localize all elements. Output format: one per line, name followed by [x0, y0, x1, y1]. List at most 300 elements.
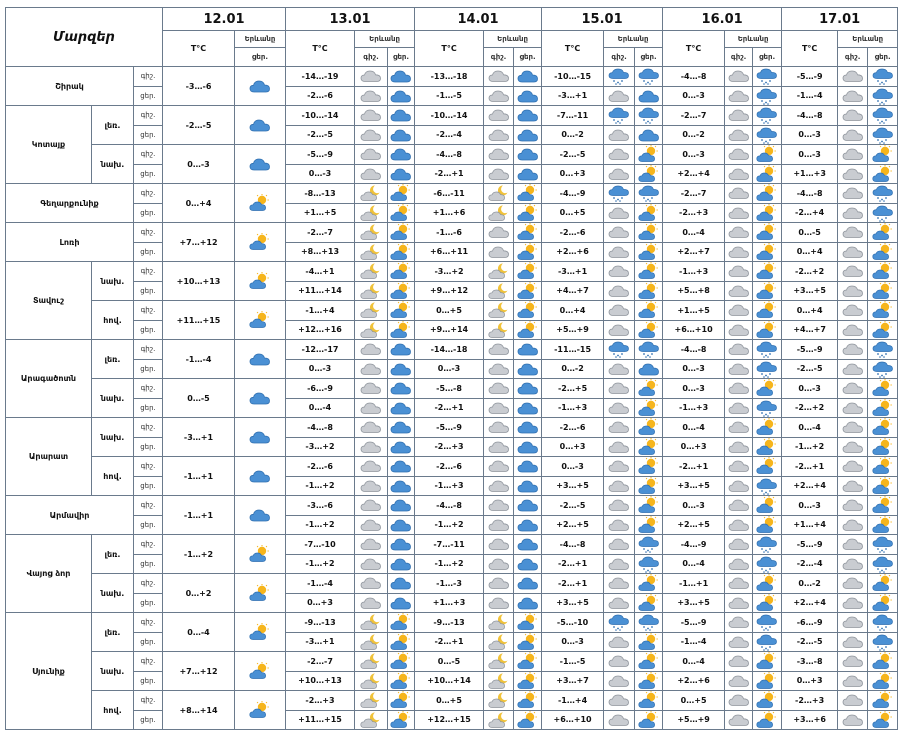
date-header: 13.01: [286, 8, 415, 31]
weather-icon-cell: [484, 554, 514, 574]
grey-cloud-icon: [360, 127, 382, 143]
weather-icon-cell: [604, 476, 635, 496]
weather-icon-cell: [604, 593, 635, 613]
weather-icon-cell: [838, 67, 868, 87]
weather-icon-cell: [388, 691, 415, 711]
temperature-range: -3…+2: [415, 262, 484, 282]
grey-cloud-icon: [488, 458, 510, 474]
weather-icon-cell: [514, 320, 542, 340]
weather-icon-cell: [753, 203, 782, 223]
temperature-range: +10…+14: [415, 671, 484, 691]
weather-icon-cell: [868, 710, 898, 730]
sun-cloud-icon: [390, 652, 412, 670]
sun-cloud-icon: [390, 711, 412, 729]
moon-cloud-icon: [360, 262, 382, 280]
weather-icon-cell: [484, 515, 514, 535]
time-of-day-label: գիշ.: [134, 301, 163, 321]
time-of-day-label: գիշ.: [134, 223, 163, 243]
temperature-range: 0…+3: [782, 671, 838, 691]
yerevan-column-header: Երևանը: [355, 31, 415, 48]
temperature-range: 0…-3: [163, 145, 235, 184]
grey-cloud-icon: [608, 478, 630, 494]
sun-cloud-icon: [517, 321, 539, 339]
sun-cloud-icon: [756, 204, 778, 222]
sun-cloud-icon: [638, 711, 660, 729]
moon-cloud-icon: [360, 613, 382, 631]
weather-icon-cell: [514, 359, 542, 379]
weather-icon-cell: [868, 574, 898, 594]
snow-icon: [756, 67, 778, 85]
region-name: Արարատ: [6, 418, 92, 496]
moon-cloud-icon: [488, 691, 510, 709]
weather-icon-cell: [838, 593, 868, 613]
temperature-range: -2…+1: [542, 554, 604, 574]
temperature-range: -2…+3: [782, 691, 838, 711]
temperature-range: 0…-3: [663, 496, 725, 516]
grey-cloud-icon: [728, 419, 750, 435]
date-header: 17.01: [782, 8, 898, 31]
weather-icon-cell: [355, 496, 388, 516]
grey-cloud-icon: [608, 634, 630, 650]
weather-icon-cell: [753, 593, 782, 613]
weather-icon-cell: [725, 184, 753, 204]
weather-icon-cell: [725, 242, 753, 262]
weather-icon-cell: [514, 593, 542, 613]
grey-cloud-icon: [360, 478, 382, 494]
snow-icon: [872, 555, 894, 573]
night-subheader: գիշ.: [725, 48, 753, 67]
sun-cloud-icon: [390, 301, 412, 319]
temperature-range: +6…+11: [415, 242, 484, 262]
temperature-range: -1…-3: [415, 574, 484, 594]
cloudy-icon: [390, 341, 412, 357]
sun-cloud-icon: [517, 204, 539, 222]
weather-icon-cell: [838, 535, 868, 555]
temperature-range: -1…-6: [415, 223, 484, 243]
weather-icon-cell: [838, 613, 868, 633]
temperature-range: -4…-9: [542, 184, 604, 204]
temperature-range: 0…+2: [163, 574, 235, 613]
weather-icon-cell: [753, 632, 782, 652]
table-row: [6, 574, 898, 594]
temperature-range: 0…-4: [663, 652, 725, 672]
weather-icon-cell: [355, 593, 388, 613]
temperature-range: -1…-4: [163, 340, 235, 379]
weather-icon-cell: [388, 476, 415, 496]
weather-icon-cell: [725, 320, 753, 340]
weather-icon-cell: [838, 86, 868, 106]
sun-cloud-icon: [390, 672, 412, 690]
weather-icon-cell: [388, 379, 415, 399]
moon-cloud-icon: [488, 321, 510, 339]
weather-icon-cell: [635, 281, 663, 301]
grey-cloud-icon: [728, 614, 750, 630]
temperature-range: 0…+3: [286, 593, 355, 613]
temperature-range: +3…+5: [782, 281, 838, 301]
weather-icon-cell: [838, 145, 868, 165]
weather-icon-cell: [355, 320, 388, 340]
grey-cloud-icon: [488, 419, 510, 435]
temperature-range: -2…+1: [415, 164, 484, 184]
snow-icon: [608, 613, 630, 631]
sun-cloud-icon: [756, 438, 778, 456]
weather-icon-cell: [838, 242, 868, 262]
weather-icon-cell: [355, 223, 388, 243]
grey-cloud-icon: [608, 127, 630, 143]
grey-cloud-icon: [728, 517, 750, 533]
temperature-range: -8…-13: [286, 184, 355, 204]
time-of-day-label: ցեր.: [134, 320, 163, 340]
weather-icon-cell: [604, 496, 635, 516]
temperature-range: -2…+2: [782, 398, 838, 418]
grey-cloud-icon: [728, 400, 750, 416]
temperature-range: -7…-11: [542, 106, 604, 126]
cloudy-icon: [249, 78, 271, 94]
grey-cloud-icon: [842, 166, 864, 182]
snow-icon: [756, 477, 778, 495]
sun-cloud-icon: [756, 457, 778, 475]
temperature-range: +2…+6: [542, 242, 604, 262]
grey-cloud-icon: [608, 556, 630, 572]
cloudy-icon: [249, 390, 271, 406]
snow-icon: [872, 340, 894, 358]
temperature-range: -2…+1: [782, 457, 838, 477]
weather-icon-cell: [868, 476, 898, 496]
temperature-range: +12…+16: [286, 320, 355, 340]
grey-cloud-icon: [608, 166, 630, 182]
temperature-range: -1…+3: [663, 398, 725, 418]
temperature-range: -2…-4: [782, 554, 838, 574]
temperature-range: -7…-10: [286, 535, 355, 555]
grey-cloud-icon: [842, 497, 864, 513]
cloudy-icon: [517, 556, 539, 572]
weather-icon-cell: [753, 574, 782, 594]
weather-icon-cell: [635, 301, 663, 321]
sun-cloud-icon: [756, 379, 778, 397]
weather-icon-cell: [725, 613, 753, 633]
time-of-day-label: ցեր.: [134, 437, 163, 457]
weather-icon-cell: [725, 340, 753, 360]
sun-cloud-icon: [872, 243, 894, 261]
temperature-range: -5…-9: [782, 67, 838, 87]
weather-icon-cell: [604, 379, 635, 399]
table-row: [6, 515, 898, 535]
grey-cloud-icon: [488, 439, 510, 455]
grey-cloud-icon: [728, 458, 750, 474]
weather-icon-cell: [514, 301, 542, 321]
weather-icon-cell: [635, 691, 663, 711]
table-row: [6, 67, 898, 87]
weather-icon-cell: [388, 359, 415, 379]
weather-icon-cell: [388, 554, 415, 574]
temp-column-header: T°C: [663, 31, 725, 67]
weather-icon-cell: [604, 86, 635, 106]
weather-icon-cell: [604, 67, 635, 87]
cloudy-icon: [390, 400, 412, 416]
weather-icon-cell: [753, 359, 782, 379]
region-name: Վայոց ձոր: [6, 535, 92, 613]
weather-icon-cell: [838, 574, 868, 594]
weather-icon-cell: [604, 301, 635, 321]
weather-icon-cell: [514, 242, 542, 262]
grey-cloud-icon: [728, 224, 750, 240]
temperature-range: -1…-5: [415, 86, 484, 106]
weather-icon-cell: [388, 632, 415, 652]
snow-icon: [638, 67, 660, 85]
weather-icon-cell: [838, 106, 868, 126]
temperature-range: +7…+12: [163, 652, 235, 691]
temperature-range: 0…+3: [542, 164, 604, 184]
grey-cloud-icon: [842, 263, 864, 279]
moon-cloud-icon: [488, 301, 510, 319]
weather-icon-cell: [838, 457, 868, 477]
weather-icon-cell: [635, 398, 663, 418]
yerevan-column-header: Երևանը: [484, 31, 542, 48]
table-row: [6, 106, 898, 126]
weather-icon-cell: [838, 125, 868, 145]
weather-icon-cell: [388, 262, 415, 282]
temperature-range: 0…-4: [663, 223, 725, 243]
temperature-range: -3…-6: [163, 67, 235, 106]
forecast-table: [5, 7, 898, 730]
temp-column-header: T°C: [286, 31, 355, 67]
sun-cloud-icon: [638, 145, 660, 163]
weather-icon-cell: [635, 574, 663, 594]
weather-icon-cell: [635, 457, 663, 477]
snow-icon: [756, 360, 778, 378]
weather-icon-cell: [514, 86, 542, 106]
weather-icon-cell: [355, 535, 388, 555]
temperature-range: +11…+15: [286, 710, 355, 730]
weather-icon-cell: [514, 476, 542, 496]
weather-icon-cell: [753, 652, 782, 672]
weather-icon-cell: [484, 671, 514, 691]
temperature-range: -6…-9: [286, 379, 355, 399]
sun-cloud-icon: [249, 623, 271, 641]
temperature-range: -4…-8: [415, 145, 484, 165]
sun-cloud-icon: [756, 652, 778, 670]
temperature-range: -3…-8: [782, 652, 838, 672]
weather-icon-cell: [388, 340, 415, 360]
moon-cloud-icon: [360, 633, 382, 651]
grey-cloud-icon: [608, 263, 630, 279]
grey-cloud-icon: [842, 68, 864, 84]
cloudy-icon: [517, 146, 539, 162]
snow-icon: [638, 613, 660, 631]
cloudy-icon: [390, 127, 412, 143]
sun-cloud-icon: [638, 418, 660, 436]
weather-icon-cell: [868, 535, 898, 555]
grey-cloud-icon: [608, 517, 630, 533]
time-of-day-label: ցեր.: [134, 242, 163, 262]
time-of-day-label: ցեր.: [134, 281, 163, 301]
weather-icon-cell: [753, 535, 782, 555]
temperature-range: -3…+1: [286, 632, 355, 652]
sun-cloud-icon: [638, 262, 660, 280]
temperature-range: 0…-4: [163, 613, 235, 652]
grey-cloud-icon: [842, 712, 864, 728]
cloudy-icon: [517, 107, 539, 123]
weather-icon-cell: [838, 496, 868, 516]
grey-cloud-icon: [842, 517, 864, 533]
cloudy-icon: [390, 575, 412, 591]
grey-cloud-icon: [842, 673, 864, 689]
temperature-range: -2…-6: [286, 86, 355, 106]
grey-cloud-icon: [842, 185, 864, 201]
temperature-range: 0…+4: [782, 301, 838, 321]
table-row: [6, 223, 898, 243]
temperature-range: 0…-3: [663, 379, 725, 399]
grey-cloud-icon: [728, 166, 750, 182]
weather-icon-cell: [355, 203, 388, 223]
grey-cloud-icon: [728, 439, 750, 455]
snow-icon: [638, 106, 660, 124]
time-of-day-label: գիշ.: [134, 379, 163, 399]
grey-cloud-icon: [360, 517, 382, 533]
weather-icon-cell: [635, 710, 663, 730]
yerevan-column-header: Երևանը: [235, 31, 286, 48]
weather-icon-cell: [635, 535, 663, 555]
temperature-range: +3…+6: [782, 710, 838, 730]
weather-icon-cell: [753, 242, 782, 262]
moon-cloud-icon: [360, 711, 382, 729]
weather-icon-cell: [484, 86, 514, 106]
weather-icon-cell: [725, 203, 753, 223]
cloudy-icon: [517, 400, 539, 416]
sun-cloud-icon: [517, 243, 539, 261]
sun-cloud-icon: [872, 477, 894, 495]
time-of-day-label: գիշ.: [134, 184, 163, 204]
grey-cloud-icon: [728, 341, 750, 357]
weather-icon-cell: [753, 496, 782, 516]
cloudy-icon: [390, 88, 412, 104]
weather-icon-cell: [514, 632, 542, 652]
temperature-range: 0…+5: [415, 691, 484, 711]
subregion-label: նախ.: [92, 652, 134, 691]
weather-icon-cell: [838, 340, 868, 360]
subregion-label: հով.: [92, 691, 134, 730]
grey-cloud-icon: [842, 361, 864, 377]
temperature-range: +1…+5: [286, 203, 355, 223]
snow-icon: [872, 204, 894, 222]
weather-icon-cell: [355, 554, 388, 574]
grey-cloud-icon: [842, 692, 864, 708]
temperature-range: -2…+2: [782, 262, 838, 282]
sun-cloud-icon: [638, 321, 660, 339]
weather-icon-cell: [868, 281, 898, 301]
temperature-range: -5…-8: [415, 379, 484, 399]
weather-icon-cell: [604, 320, 635, 340]
weather-icon-cell: [604, 613, 635, 633]
weather-icon-cell: [753, 67, 782, 87]
temperature-range: -2…+1: [542, 574, 604, 594]
weather-icon-cell: [753, 125, 782, 145]
grey-cloud-icon: [608, 575, 630, 591]
grey-cloud-icon: [728, 107, 750, 123]
grey-cloud-icon: [842, 458, 864, 474]
weather-icon-cell: [635, 184, 663, 204]
sun-cloud-icon: [872, 223, 894, 241]
table-row: [6, 398, 898, 418]
grey-cloud-icon: [842, 88, 864, 104]
table-row: [6, 86, 898, 106]
cloudy-icon: [390, 419, 412, 435]
temperature-range: 0…-2: [542, 125, 604, 145]
weather-icon-cell: [388, 281, 415, 301]
weather-icon-cell: [635, 242, 663, 262]
weather-icon-cell: [868, 262, 898, 282]
weather-icon-cell: [753, 301, 782, 321]
temperature-range: 0…-3: [286, 359, 355, 379]
weather-icon-cell: [725, 359, 753, 379]
temperature-range: -5…-9: [782, 535, 838, 555]
weather-icon-cell: [725, 125, 753, 145]
sun-cloud-icon: [249, 272, 271, 290]
grey-cloud-icon: [360, 419, 382, 435]
grey-cloud-icon: [360, 166, 382, 182]
weather-icon-cell: [388, 710, 415, 730]
temperature-range: 0…-3: [542, 457, 604, 477]
weather-icon-cell: [484, 418, 514, 438]
grey-cloud-icon: [728, 361, 750, 377]
weather-icon-cell: [868, 320, 898, 340]
temperature-range: +1…+6: [415, 203, 484, 223]
weather-icon-cell: [868, 340, 898, 360]
weather-icon-cell: [868, 184, 898, 204]
weather-icon-cell: [355, 632, 388, 652]
snow-icon: [608, 340, 630, 358]
weather-icon-cell: [604, 691, 635, 711]
temperature-range: +1…+3: [415, 593, 484, 613]
grey-cloud-icon: [360, 400, 382, 416]
grey-cloud-icon: [608, 400, 630, 416]
weather-icon-cell: [355, 476, 388, 496]
weather-icon-cell: [725, 67, 753, 87]
temperature-range: -4…-9: [663, 535, 725, 555]
weather-icon-cell: [484, 574, 514, 594]
grey-cloud-icon: [488, 146, 510, 162]
sun-cloud-icon: [517, 691, 539, 709]
temperature-range: -1…+2: [286, 515, 355, 535]
grey-cloud-icon: [488, 361, 510, 377]
weather-icon-cell: [604, 125, 635, 145]
sun-cloud-icon: [249, 311, 271, 329]
temperature-range: +12…+15: [415, 710, 484, 730]
sun-cloud-icon: [872, 711, 894, 729]
weather-icon-cell: [635, 671, 663, 691]
grey-cloud-icon: [842, 439, 864, 455]
temperature-range: 0…+5: [663, 691, 725, 711]
weather-icon-cell: [388, 574, 415, 594]
weather-icon-cell: [725, 535, 753, 555]
weather-icon-cell: [355, 242, 388, 262]
grey-cloud-icon: [488, 224, 510, 240]
weather-icon-cell: [484, 125, 514, 145]
sun-cloud-icon: [638, 165, 660, 183]
moon-cloud-icon: [360, 321, 382, 339]
cloudy-icon: [390, 556, 412, 572]
weather-icon-cell: [725, 223, 753, 243]
temperature-range: -14…-18: [415, 340, 484, 360]
weather-icon-cell: [635, 476, 663, 496]
sun-cloud-icon: [390, 243, 412, 261]
weather-icon-cell: [604, 281, 635, 301]
grey-cloud-icon: [608, 439, 630, 455]
table-row: [6, 203, 898, 223]
weather-icon-cell: [514, 691, 542, 711]
temperature-range: -4…-8: [782, 106, 838, 126]
temperature-range: 0…-5: [782, 223, 838, 243]
